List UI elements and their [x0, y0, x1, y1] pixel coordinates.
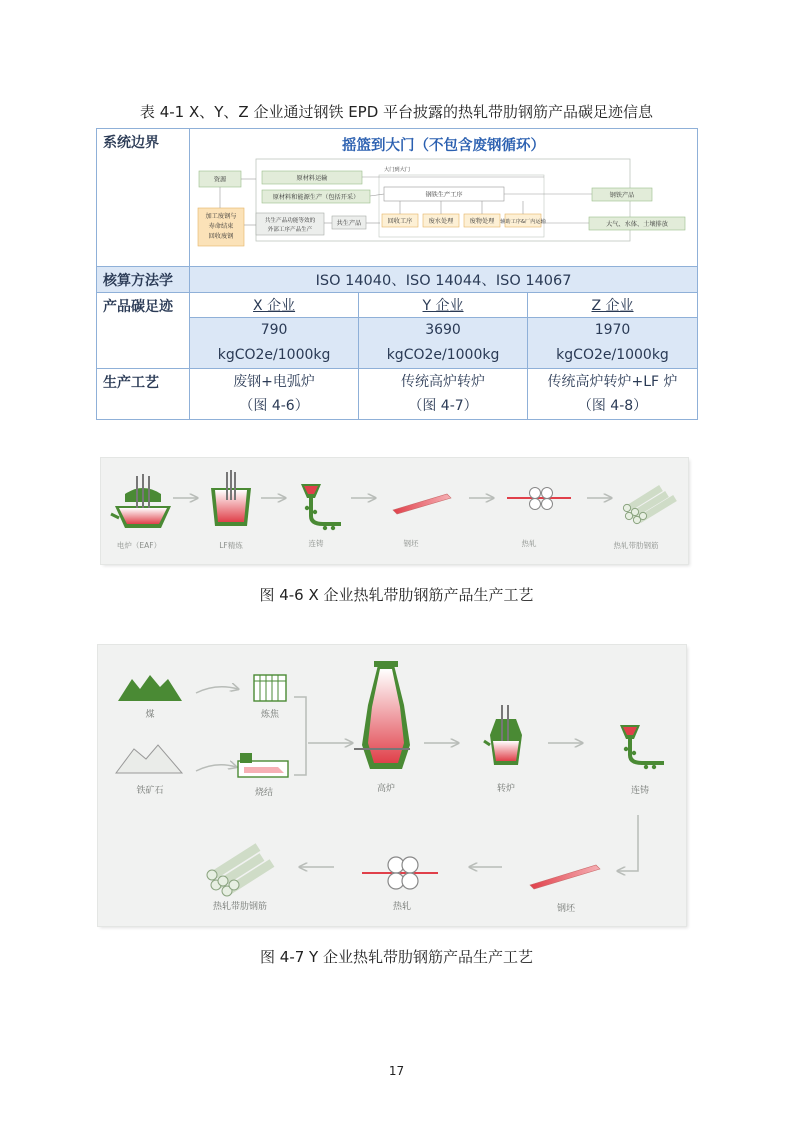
- label-coke: 炼焦: [260, 710, 280, 720]
- svg-text:原材料和能源生产（包括开采）: 原材料和能源生产（包括开采）: [272, 194, 359, 201]
- iron-ore-icon: [116, 745, 182, 773]
- label-hotroll: 热轧: [521, 539, 537, 548]
- svg-text:大门到大门: 大门到大门: [383, 167, 410, 173]
- svg-text:大气、水体、土壤排放: 大气、水体、土壤排放: [605, 221, 668, 228]
- resources-text: 资源: [213, 176, 226, 184]
- blast-furnace-icon: [354, 661, 410, 769]
- label-sinter: 烧结: [254, 788, 274, 798]
- figure-4-6: [101, 458, 688, 564]
- footprint-x: 790 kgCO2e/1000kg: [190, 318, 359, 369]
- system-boundary-diagram: [194, 157, 694, 261]
- rebar-bundle-icon: [207, 847, 272, 896]
- svg-text:回收工序: 回收工序: [387, 218, 412, 225]
- label-caster: 连铸: [630, 786, 650, 796]
- label-rebar: 热轧带肋钢筋: [212, 902, 268, 912]
- figure-4-7: [98, 645, 686, 926]
- figure-4-6-caption: 图 4-6 X 企业热轧带肋钢筋产品生产工艺: [259, 586, 534, 604]
- page-number: 17: [388, 1064, 405, 1078]
- coke-oven-icon: [254, 675, 286, 701]
- footprint-z: 1970 kgCO2e/1000kg: [528, 318, 698, 369]
- footprint-label: 产品碳足迹: [97, 293, 190, 369]
- process-label: 生产工艺: [97, 369, 190, 420]
- label-billet: 钢坯: [556, 904, 576, 914]
- rebar-bundle-icon: [623, 488, 675, 524]
- eaf-process-diagram: [101, 458, 688, 564]
- table-title: 表 4-1 X、Y、Z 企业通过钢铁 EPD 平台披露的热轧带肋钢筋产品碳足迹信息: [139, 103, 654, 121]
- svg-text:共生产品: 共生产品: [336, 220, 361, 227]
- process-y: 传统高炉转炉 （图 4-7）: [359, 369, 528, 420]
- company-y: Y 企业: [359, 293, 528, 318]
- svg-text:寿命结束: 寿命结束: [208, 223, 233, 230]
- svg-text:辅助工序&厂内运输: 辅助工序&厂内运输: [499, 219, 546, 225]
- converter-icon: [484, 705, 522, 765]
- label-rebar: 热轧带肋钢筋: [613, 541, 659, 550]
- company-x: X 企业: [190, 293, 359, 318]
- label-hotroll: 热轧: [392, 902, 412, 912]
- label-billet: 钢坯: [403, 539, 419, 548]
- label-caster: 连铸: [308, 539, 324, 548]
- svg-text:加工废钢与: 加工废钢与: [205, 213, 236, 220]
- hot-rolling-icon: [362, 857, 438, 889]
- billet-icon: [393, 494, 451, 514]
- svg-text:共生产品功能等效的: 共生产品功能等效的: [264, 218, 315, 224]
- system-boundary-cell: [190, 129, 698, 267]
- eaf-icon: [111, 474, 171, 528]
- label-lf: LF精炼: [219, 541, 243, 550]
- carbon-footprint-table: [96, 128, 698, 420]
- label-ore: 铁矿石: [136, 786, 164, 796]
- system-boundary-label: 系统边界: [97, 129, 190, 267]
- continuous-caster-icon: [301, 484, 341, 530]
- coal-icon: [118, 675, 182, 701]
- svg-text:外部工序产品生产: 外部工序产品生产: [267, 227, 312, 233]
- lf-refining-icon: [211, 470, 251, 526]
- svg-text:废物处理: 废物处理: [469, 218, 494, 225]
- company-z: Z 企业: [528, 293, 698, 318]
- system-boundary-title: 摇篮到大门（不包含废钢循环）: [342, 138, 546, 154]
- method-value: ISO 14040、ISO 14044、ISO 14067: [190, 267, 698, 293]
- bf-bof-process-diagram: [98, 645, 686, 926]
- footprint-y: 3690 kgCO2e/1000kg: [359, 318, 528, 369]
- svg-text:钢铁生产工序: 钢铁生产工序: [424, 191, 463, 199]
- method-label: 核算方法学: [97, 267, 190, 293]
- svg-text:废水处理: 废水处理: [428, 218, 453, 225]
- label-bf: 高炉: [376, 784, 396, 794]
- process-z: 传统高炉转炉+LF 炉 （图 4-8）: [528, 369, 698, 420]
- svg-text:原材料运输: 原材料运输: [296, 175, 327, 182]
- label-eaf: 电炉（EAF）: [116, 541, 162, 550]
- label-coal: 煤: [145, 710, 155, 720]
- svg-text:钢铁产品: 钢铁产品: [609, 192, 634, 199]
- billet-icon: [530, 865, 600, 889]
- svg-text:回收废钢: 回收废钢: [208, 233, 233, 240]
- label-converter: 转炉: [496, 784, 516, 794]
- hot-rolling-icon: [507, 488, 571, 510]
- continuous-caster-icon: [620, 725, 664, 769]
- process-x: 废钢+电弧炉 （图 4-6）: [190, 369, 359, 420]
- figure-4-7-caption: 图 4-7 Y 企业热轧带肋钢筋产品生产工艺: [260, 948, 533, 966]
- sinter-icon: [238, 753, 288, 777]
